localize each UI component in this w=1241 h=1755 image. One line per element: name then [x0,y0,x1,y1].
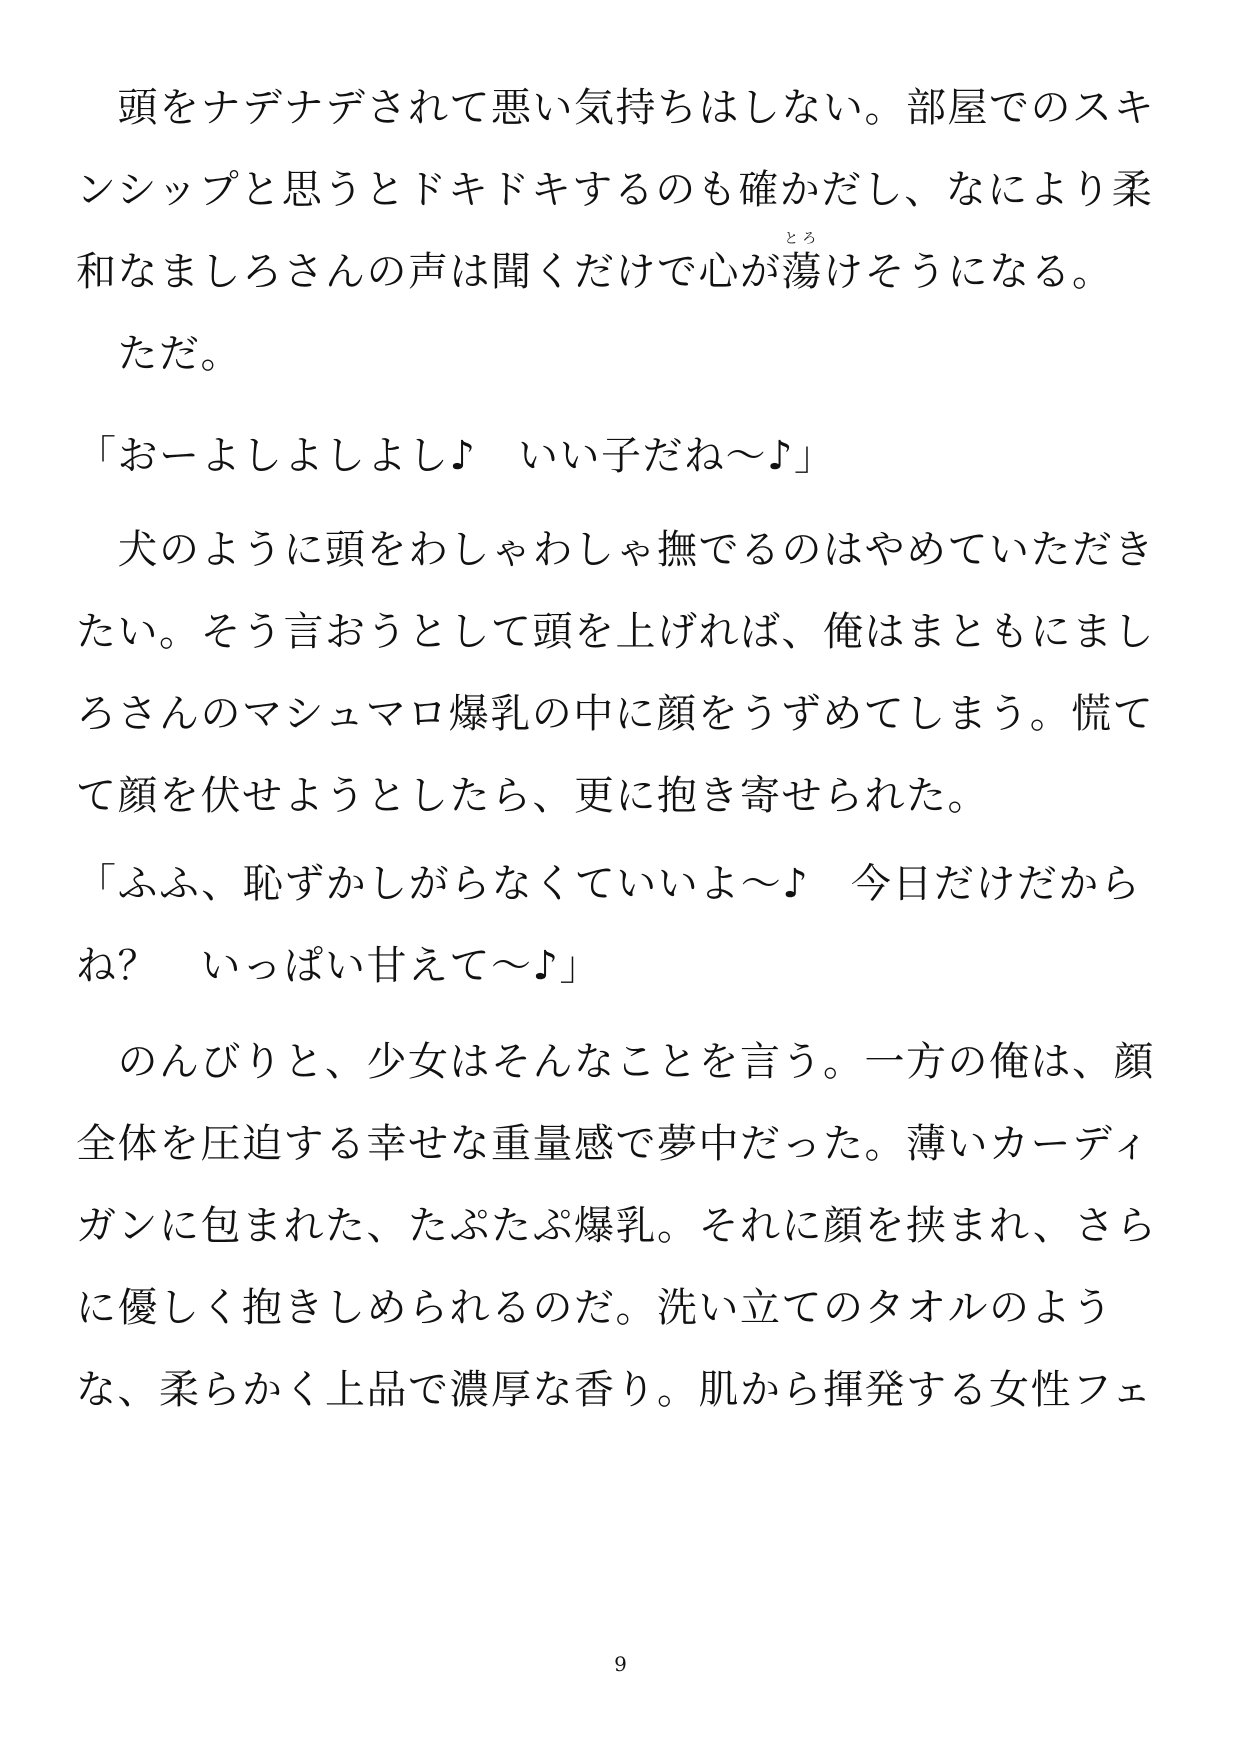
text-line-12: のんびりと、少女はそんなことを言う。一方の俺は、顔 [76,1039,1155,1085]
page-number: 9 [614,1652,627,1676]
text-line-2: ンシップと思うとドキドキするのも確かだし、なにより柔 [76,167,1154,213]
ruby-base: 蕩 [781,249,823,295]
text-line-3 [76,231,1176,298]
ruby-word [781,231,824,298]
text-line-16: な、柔らかく上品で濃厚な香り。肌から揮発する女性フェ [76,1367,1153,1413]
ruby-reading: とろ [784,231,821,247]
text-line-15: に優しく抱きしめられるのだ。洗い立てのタオルのよう [76,1285,1114,1331]
text-line-14: ガンに包まれた、たぷたぷ爆乳。それに顔を挟まれ、さら [76,1203,1158,1249]
text-line-3-before: 和なましろさんの声は聞くだけで心が [76,249,782,295]
text-line-4: ただ。 [76,331,242,377]
text-line-10: 「ふふ、恥ずかしがらなくていいよ〜♪ 今日だけだから [76,861,1142,907]
text-line-11: ね？ いっぱい甘えて〜♪」 [76,943,602,989]
text-line-9: て顔を伏せようとしたら、更に抱き寄せられた。 [76,773,989,819]
text-line-6: 犬のように頭をわしゃわしゃ撫でるのはやめていただき [76,527,1155,573]
text-line-5: 「おーよしよしよし♪ いい子だね〜♪」 [76,433,836,479]
text-line-7: たい。そう言おうとして頭を上げれば、俺はまともにまし [76,609,1155,655]
text-line-1: 頭をナデナデされて悪い気持ちはしない。部屋でのスキ [76,85,1155,131]
text-line-8: ろさんのマシュマロ爆乳の中に顔をうずめてしまう。慌て [76,691,1155,737]
text-line-13: 全体を圧迫する幸せな重量感で夢中だった。薄いカーディ [76,1121,1152,1167]
text-line-3-after: けそうになる。 [823,249,1114,295]
